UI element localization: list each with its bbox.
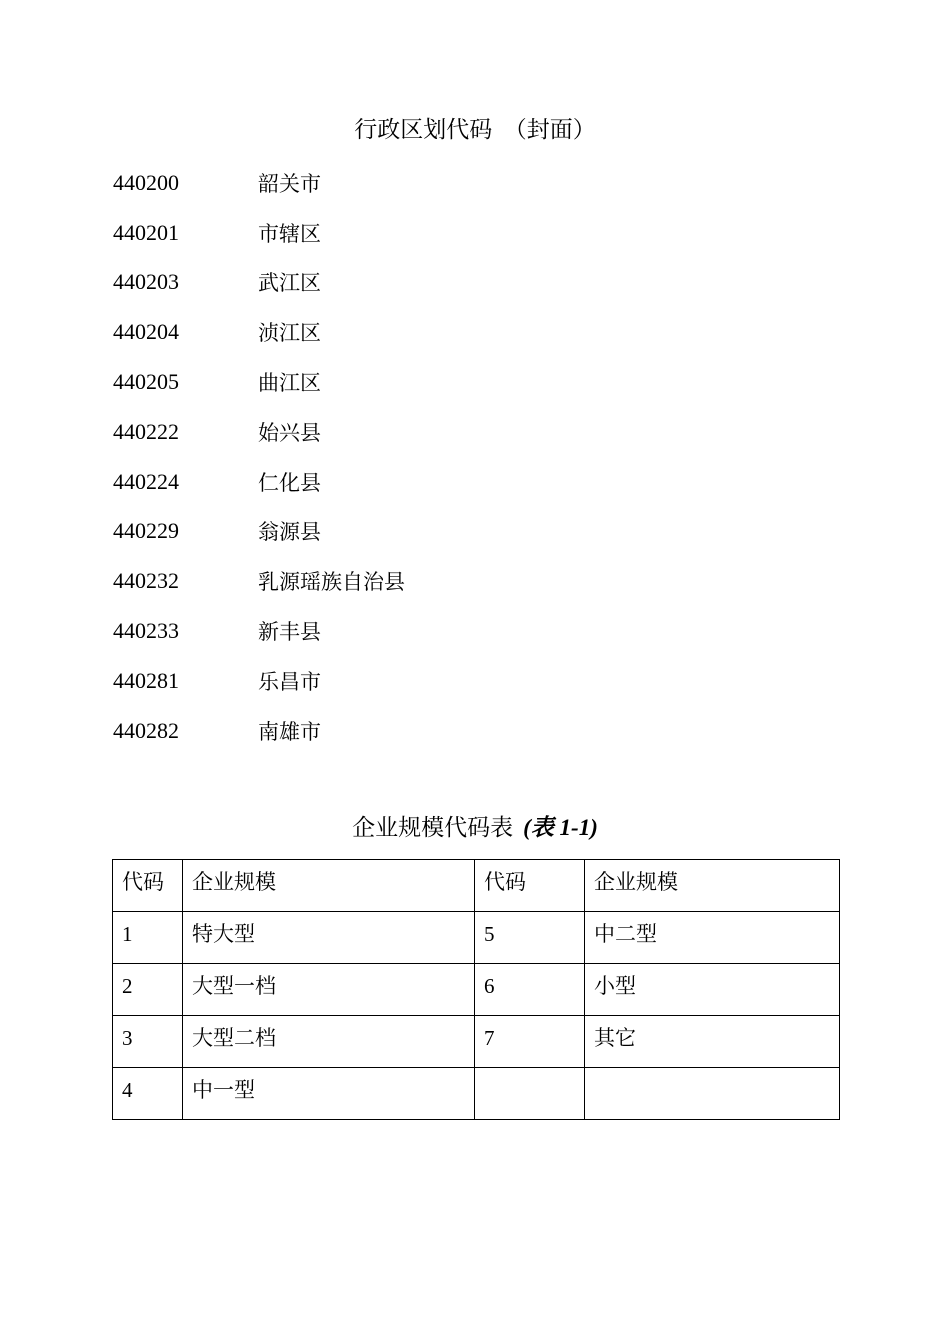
- admin-code: 440282: [113, 717, 179, 743]
- table-row: [113, 1068, 840, 1120]
- admin-name: 南雄市: [258, 719, 321, 744]
- table-cell: 中二型: [585, 912, 840, 964]
- admin-code: 440222: [113, 418, 179, 444]
- admin-name: 市辖区: [258, 221, 321, 246]
- table-row: [113, 912, 840, 964]
- admin-code-list: [113, 158, 713, 756]
- table-cell: 特大型: [183, 912, 475, 964]
- header-cell: 代码: [113, 860, 183, 912]
- admin-name: 新丰县: [258, 620, 321, 645]
- table-cell: 7: [475, 1016, 585, 1068]
- admin-code-title: 行政区划代码 （封面）: [354, 117, 596, 143]
- scale-table-title: [0, 808, 950, 848]
- admin-code: 440203: [113, 269, 179, 295]
- admin-name: 始兴县: [258, 420, 321, 445]
- table-cell: 其它: [585, 1016, 840, 1068]
- admin-name: 仁化县: [258, 470, 321, 495]
- table-row: [113, 1016, 840, 1068]
- scale-table-subtitle: (表 1-1): [523, 815, 598, 840]
- list-item: [113, 258, 713, 308]
- admin-code: 440204: [113, 319, 179, 345]
- admin-code: 440233: [113, 618, 179, 644]
- list-item: [113, 556, 713, 606]
- admin-code: 440229: [113, 518, 179, 544]
- header-cell: 企业规模: [183, 860, 475, 912]
- table-cell: 3: [113, 1016, 183, 1068]
- table-cell: 6: [475, 964, 585, 1016]
- scale-table-title-text: 企业规模代码表: [352, 815, 514, 841]
- header-cell: 企业规模: [585, 860, 840, 912]
- admin-name: 乐昌市: [258, 669, 321, 694]
- list-item: [113, 656, 713, 706]
- admin-name: 浈江区: [258, 321, 321, 346]
- header-cell: 代码: [475, 860, 585, 912]
- table-header-row: [113, 860, 840, 912]
- list-item: [113, 706, 713, 756]
- list-item: [113, 407, 713, 457]
- list-item: [113, 457, 713, 507]
- admin-name: 乳源瑶族自治县: [258, 570, 405, 595]
- list-item: [113, 158, 713, 208]
- admin-code: 440200: [113, 169, 179, 195]
- admin-code: 440232: [113, 568, 179, 594]
- table-cell: 5: [475, 912, 585, 964]
- list-item: [113, 606, 713, 656]
- admin-code: 440201: [113, 219, 179, 245]
- admin-code: 440281: [113, 667, 179, 693]
- table-cell: 1: [113, 912, 183, 964]
- admin-name: 曲江区: [258, 371, 321, 396]
- list-item: [113, 208, 713, 258]
- admin-name: 武江区: [258, 271, 321, 296]
- table-row: [113, 964, 840, 1016]
- table-cell: 4: [113, 1068, 183, 1120]
- table-cell: 2: [113, 964, 183, 1016]
- list-item: [113, 357, 713, 407]
- table-cell: 小型: [585, 964, 840, 1016]
- table-cell: [475, 1068, 585, 1120]
- admin-code: 440205: [113, 369, 179, 395]
- table-cell: 大型二档: [183, 1016, 475, 1068]
- table-cell: [585, 1068, 840, 1120]
- list-item: [113, 507, 713, 557]
- admin-name: 翁源县: [258, 520, 321, 545]
- list-item: [113, 307, 713, 357]
- table-cell: 大型一档: [183, 964, 475, 1016]
- enterprise-scale-table: [112, 859, 840, 1120]
- admin-name: 韶关市: [258, 171, 321, 196]
- admin-code: 440224: [113, 468, 179, 494]
- table-cell: 中一型: [183, 1068, 475, 1120]
